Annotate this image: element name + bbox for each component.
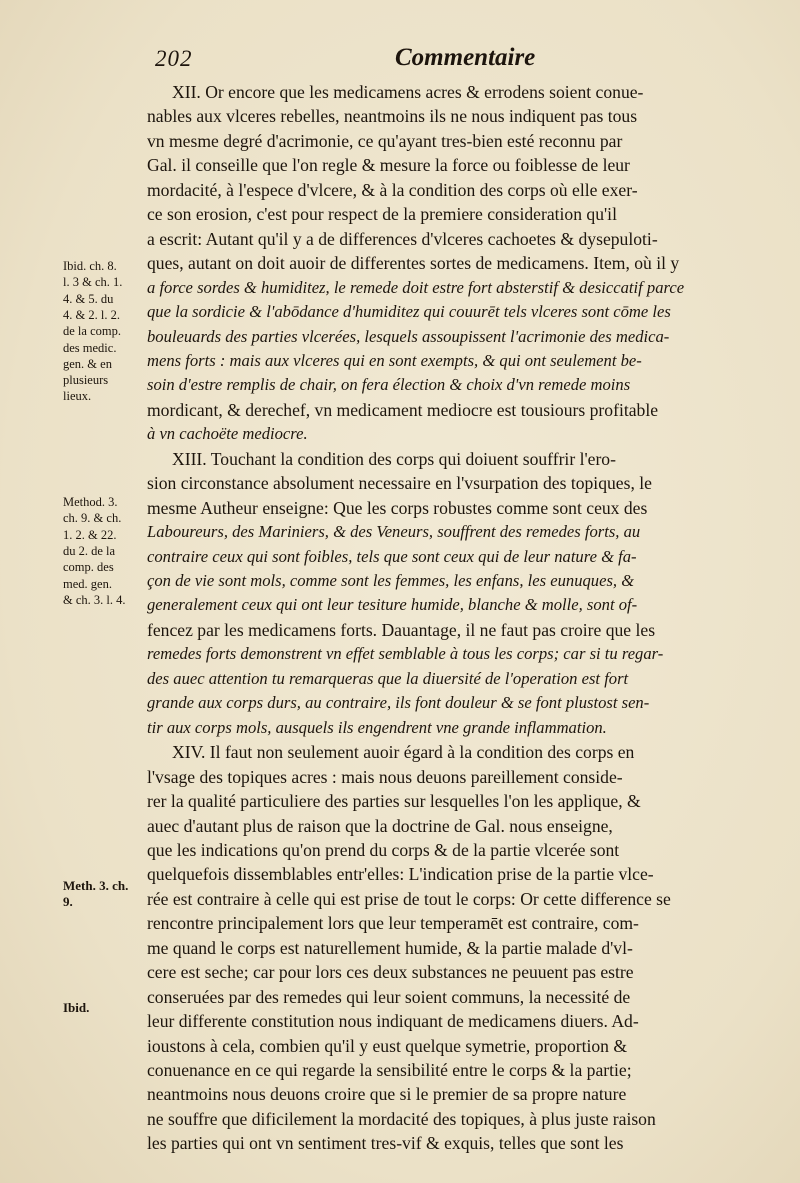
text-line: ce son erosion, c'est pour respect de la premiere consideration qu'il — [147, 204, 617, 225]
text-line: soin d'estre remplis de chair, on fera élection & choix d'vn remede moins — [147, 375, 631, 395]
margin-note-line: 4. & 5. du — [63, 291, 114, 306]
text-line: a escrit: Autant qu'il y a de differences d'vlceres cachoetes & dysepuloti- — [147, 228, 658, 249]
text-line: conuenance en ce qui regarde la sensibilité entre le corps & la partie; — [147, 1060, 632, 1080]
text-line: mordicant, & derechef, vn medicament mediocre est tousiours profitable — [147, 399, 659, 420]
text-line: XIV. Il faut non seulement auoir égard à la condition des corps en — [172, 742, 635, 763]
text-line: l'vsage des topiques acres : mais nous deuons pareillement conside- — [147, 766, 623, 787]
text-line: XIII. Touchant la condition des corps qui doiuent souffrir l'ero- — [172, 448, 616, 469]
text-line: rencontre principalement lors que leur temperamēt est contraire, com- — [147, 913, 639, 934]
margin-note-line: du 2. de la — [63, 543, 116, 558]
margin-note-line: de la comp. — [63, 324, 121, 339]
text-line: les parties qui ont vn sentiment tres-vif & exquis, telles que sont les — [147, 1133, 624, 1154]
margin-note-line: Ibid. ch. 8. — [63, 259, 117, 273]
text-line: rée est contraire à celle qui est prise de tout le corps: Or cette difference se — [147, 888, 671, 909]
text-line: grande aux corps durs, au contraire, ils font douleur & se font plustost sen- — [147, 693, 650, 713]
text-line: ques, autant on doit auoir de differentes sortes de medicamens. Item, où il y — [147, 253, 680, 274]
text-line: me quand le corps est naturellement humide, & la partie malade d'vl- — [147, 937, 633, 958]
running-title: Commentaire — [395, 44, 536, 71]
text-line: Gal. il conseille que l'on regle & mesure la force ou foiblesse de leur — [147, 155, 630, 176]
text-line: mordacité, à l'espece d'vlcere, & à la condition des corps où elle exer- — [147, 179, 638, 200]
text-line: bouleuards des parties vlcerées, lesquels assoupissent l'acrimonie des medica- — [147, 326, 670, 346]
text-line: contraire ceux qui sont foibles, tels que sont ceux qui de leur nature & fa- — [147, 546, 637, 566]
text-line: mesme Autheur enseigne: Que les corps robustes comme sont ceux des — [147, 497, 648, 518]
text-line: quelquefois dissemblables entr'elles: L'indication prise de la partie vlce- — [147, 864, 654, 885]
page-number: 202 — [155, 46, 193, 71]
margin-note-line: 1. 2. & 22. — [63, 527, 117, 542]
margin-note-line: 9. — [63, 894, 73, 910]
text-line: neantmoins nous deuons croire que si le premier de sa propre nature — [147, 1084, 627, 1105]
text-line: que la sordicie & l'abōdance d'humiditez qui couurēt tels vlceres sont cōme les — [147, 302, 671, 322]
text-line: ioustons à cela, combien qu'il y eust quelque symetrie, proportion & — [147, 1035, 628, 1056]
text-line: des auec attention tu remarqueras que la diuersité de l'operation est fort — [147, 668, 629, 688]
text-line: auec d'autant plus de raison que la doctrine de Gal. nous enseigne, — [147, 815, 613, 836]
text-line: rer la qualité particuliere des parties sur lesquelles l'on les applique, & — [147, 791, 641, 812]
text-line: fencez par les medicamens forts. Dauantage, il ne faut pas croire que les — [147, 619, 656, 640]
margin-note-line: comp. des — [63, 560, 114, 575]
text-line: çon de vie sont mols, comme sont les femmes, les enfans, les eunuques, & — [147, 571, 635, 590]
margin-note-line: des medic. — [63, 340, 117, 355]
margin-note-line: med. gen. — [63, 576, 112, 591]
margin-note-line: & ch. 3. l. 4. — [63, 592, 126, 607]
margin-note-line: Method. 3. — [63, 495, 118, 509]
text-line: nables aux vlceres rebelles, neantmoins ils ne nous indiquent pas tous — [147, 106, 638, 127]
text-line: XII. Or encore que les medicamens acres & errodens soient conue- — [172, 82, 644, 102]
margin-note-line: lieux. — [63, 389, 92, 404]
margin-note-line: gen. & en — [63, 356, 112, 371]
margin-note-line: 4. & 2. l. 2. — [63, 307, 120, 322]
text-line: Laboureurs, des Mariniers, & des Veneurs, souffrent des remedes forts, au — [147, 522, 641, 542]
text-line: cere est seche; car pour lors ces deux substances ne peuuent pas estre — [147, 962, 634, 983]
text-line: remedes forts demonstrent vn effet semblable à tous les corps; car si tu regar- — [147, 644, 664, 664]
text-line: à vn cachoëte mediocre. — [147, 424, 308, 444]
margin-note-line: plusieurs — [63, 373, 109, 388]
text-line: vn mesme degré d'acrimonie, ce qu'ayant tres-bien esté reconnu par — [147, 130, 623, 151]
margin-note-line: Meth. 3. ch. — [63, 878, 129, 893]
text-line: a force sordes & humiditez, le remede doit estre fort absterstif & desiccatif parce — [147, 277, 685, 297]
margin-note-line: ch. 9. & ch. — [63, 511, 122, 526]
margin-note-line: l. 3 & ch. 1. — [63, 275, 123, 290]
text-line: generalement ceux qui ont leur tesiture humide, blanche & molle, sont of- — [147, 595, 638, 615]
margin-note-line: Ibid. — [63, 1000, 90, 1015]
text-line: leur differente constitution nous indiquant de medicamens diuers. Ad- — [147, 1011, 639, 1032]
text-line: sion circonstance absolument necessaire en l'vsurpation des topiques, le — [147, 473, 652, 494]
text-line: ne souffre que dificilement la mordacité des topiques, à plus juste raison — [147, 1108, 656, 1129]
text-line: conseruées par des remedes qui leur soient communs, la necessité de — [147, 986, 631, 1007]
text-line: mens forts : mais aux vlceres qui en sont exempts, & qui ont seulement be- — [147, 350, 642, 370]
text-line: que les indications qu'on prend du corps & de la partie vlcerée sont — [147, 839, 620, 860]
text-line: tir aux corps mols, ausquels ils engendrent vne grande inflammation. — [147, 717, 607, 737]
